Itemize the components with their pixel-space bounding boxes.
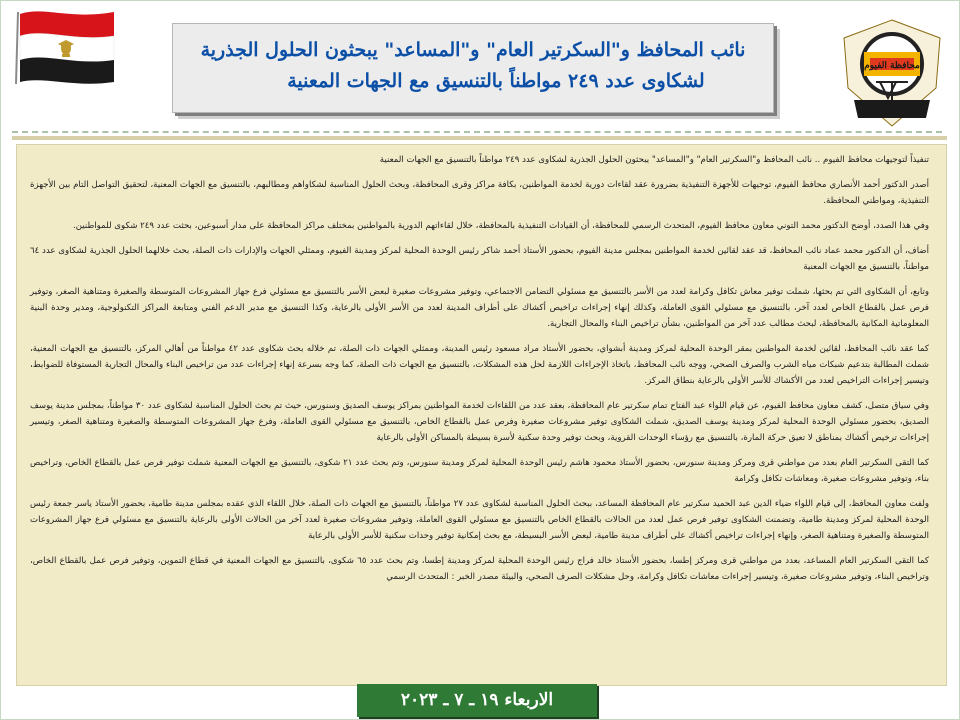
- logo-text: محافظة الفيوم: [864, 61, 920, 71]
- article-panel: [16, 144, 947, 686]
- content-top-strip: [12, 136, 947, 140]
- page-title: [173, 24, 773, 97]
- title-line-2: لشكاوى عدد ٢٤٩ مواطناً بالتنسيق مع الجهات المعنية: [287, 70, 705, 92]
- article-paragraph: تنفيذاً لتوجيهات محافظ الفيوم .. نائب المحافظ و"السكرتير العام" و"المساعد" يبحثون الحلول الجذرية لشكاوى عدد ٢٤٩ مواطناً بالتنسيق مع الجهات المعنية: [379, 155, 929, 165]
- governorate-logo-icon: [840, 18, 944, 130]
- article-paragraph: أصدر الدكتور أحمد الأنصاري محافظ الفيوم، توجيهات للأجهزة التنفيذية بضرورة عقد لقاءات دورية لخدمة المواطنين، بكافة مراكز وقرى المحافظة، وبحث الحلول المناسبة لشكاواهم ومطالبهم، بالتنسيق مع الجهات المعنية، لتحقيق التواصل التام بين الأجهزة التنفيذية، ومواطني المحافظة.: [30, 180, 929, 206]
- article-paragraph: ولفت معاون المحافظ، إلى قيام اللواء ضياء الدين عبد الحميد سكرتير عام المحافظة المساعد، ببحث الحلول المناسبة لشكاوى عدد ٢٧ مواطناً، بالتنسيق مع الجهات ذات الصلة، خلال اللقاء الذي عقده بمجلس مدينة طامية، بحضور الأستاذ ياسر جمعة رئيس الوحدة المحلية لمركز ومدينة طامية، وتضمنت الشكاوى توفير فرص عمل لعدد من الحالات بالقطاع الخاص بالتنسيق مع مسئولي القوى العاملة، وتوفير مشروعات صغيرة لعدد آخر من الحالات الأولى بالرعاية بالتنسيق مع مسئولي فرع جهاز المشروعات المتوسطة والصغيرة ومتناهية الصغر، وإنهاء إجراءات تراخيص أكشاك على أطراف مدينة طامية، لبعض الأسر البسيطة، مع بحث إمكانية توفير وحدات سكنية للأسر الأولى بالرعاية: [30, 499, 929, 541]
- header-divider: [12, 131, 942, 133]
- article-paragraph: أضاف، أن الدكتور محمد عماد نائب المحافظ، قد عقد لقائين لخدمة المواطنين بمجلس مدينة الفيوم، بحضور الأستاذ أحمد شاكر رئيس الوحدة المحلية لمركز ومدينة الفيوم، وممثلي الجهات والإدارات ذات الصلة، بحث خلالهما الحلول الجذرية لشكاوى عدد ٦٤ مواطناً، بالتنسيق مع الجهات المعنية: [30, 246, 929, 272]
- title-box: [172, 23, 774, 113]
- article-paragraph: كما التقى السكرتير العام بعدد من مواطني قرى ومركز ومدينة سنورس، بحضور الأستاذ محمود هاشم رئيس الوحدة المحلية لمركز ومدينة سنورس، وتم بحث عدد ٢١ شكوى، بالتنسيق مع الجهات المعنية شملت توفير فرص عمل بالقطاع الخاص، وتراخيص بناء، وتوفير مشروعات صغيرة، ومعاشات تكافل وكرامة: [30, 458, 929, 484]
- egypt-flag-icon: [14, 6, 118, 86]
- article-paragraph: وتابع، أن الشكاوى التي تم بحثها، شملت توفير معاش تكافل وكرامة لعدد من الأسر بالتنسيق مع مسئولي التضامن الاجتماعي، وتوفير مشروعات صغيرة لبعض الأسر بالتنسيق مع مسئولي فرع جهاز المشروعات المتوسطة والصغيرة ومتناهية الصغر، وتوفير فرص عمل بالقطاع الخاص لعدد آخر، بالتنسيق مع مسئولي القوى العاملة، وكذلك إنهاء إجراءات تراخيص أكشاك على أطراف المدينة لعدد من الأسر الأولى بالرعاية، وكذا التنسيق مع مدير الدعم الفني ومتابعة المراكز التكنولوجية، ومدير وحدة البنية المعلوماتية المكانية بالمحافظة، لبحث مطالب عدد آخر من المواطنين، بشأن تراخيص البناء والمحال التجارية.: [30, 287, 929, 329]
- article-paragraph: كما عقد نائب المحافظ، لقائين لخدمة المواطنين بمقر الوحدة المحلية لمركز ومدينة أبشواي، بحضور الأستاذ مراد مسعود رئيس المدينة، وممثلي الجهات ذات الصلة، تم خلاله بحث شكاوى عدد ٤٢ مواطناً من أهالي المركز، بالتنسيق مع الجهات المعنية، شملت المطالبة بتدعيم شبكات مياه الشرب والصرف الصحي، ووجه نائب المحافظ، باتخاذ الإجراءات اللازمة لحل هذه المشكلات، بالتنسيق مع الجهات ذات الصلة، كما وجه بسرعة إنهاء إجراءات عدد من تراخيص البناء والمحال التجارية المستوفاة للضوابط، وتيسير إجراءات التراخيص لعدد من الأكشاك للأسر الأولى بالرعاية بنطاق المركز.: [30, 344, 929, 386]
- article-paragraph: كما التقى السكرتير العام المساعد، بعدد من مواطني قرى ومركز إطسا، بحضور الأستاذ خالد فراج رئيس الوحدة المحلية لمركز ومدينة إطسا، وتم بحث عدد ٦٥ شكوى، بالتنسيق مع الجهات المعنية في قطاع التموين، وتوفير فرص عمل بالقطاع الخاص، وتراخيص البناء، وتوفير مشروعات صغيرة، وتيسير إجراءات معاشات تكافل وكرامة، وحل مشكلات الصرف الصحي، والبيئة مصدر الخبر : المتحدث الرسمي: [30, 556, 930, 582]
- article-paragraph: وفي سياق متصل، كشف معاون محافظ الفيوم، عن قيام اللواء عبد الفتاح تمام سكرتير عام المحافظة، بعقد عدد من اللقاءات لخدمة المواطنين بمراكز يوسف الصديق وسنورس، حيث تم بحث الحلول المناسبة لشكاوى عدد ٣٠ مواطناً، بمجلس مدينة يوسف الصديق، بحضور مسئولي الوحدة المحلية لمركز ومدينة يوسف الصديق، شملت الشكاوى توفير مشروعات صغيرة وفرص عمل بالقطاع الخاص، بالتنسيق مع مسئولي القوى العاملة، وفرع جهاز المشروعات المتوسطة والصغيرة ومتناهية الصغر، وتيسير إجراءات ترخيص أكشاك بمناطق لا تعيق حركة المارة، بالتنسيق مع رؤساء الوحدات القروية، وبحث توفير وحدة سكنية لأسرة بسيطة بالمساكن الأولى بالرعاية: [30, 401, 929, 443]
- article-paragraph: وفي هذا الصدد، أوضح الدكتور محمد التوني معاون محافظ الفيوم، المتحدث الرسمي للمحافظة، أن القيادات التنفيذية بالمحافظة، خلال لقاءاتهم الدورية بالمواطنين بمختلف مراكز المحافظة على مدار أسبوعين، بحثت عدد ٢٤٩ شكوى للمواطنين.: [73, 221, 929, 231]
- title-line-1: نائب المحافظ و"السكرتير العام" و"المساعد" يبحثون الحلول الجذرية: [200, 39, 746, 61]
- article-body: [16, 144, 947, 585]
- date-badge: الاربعاء ١٩ ـ ٧ ـ ٢٠٢٣: [357, 684, 597, 717]
